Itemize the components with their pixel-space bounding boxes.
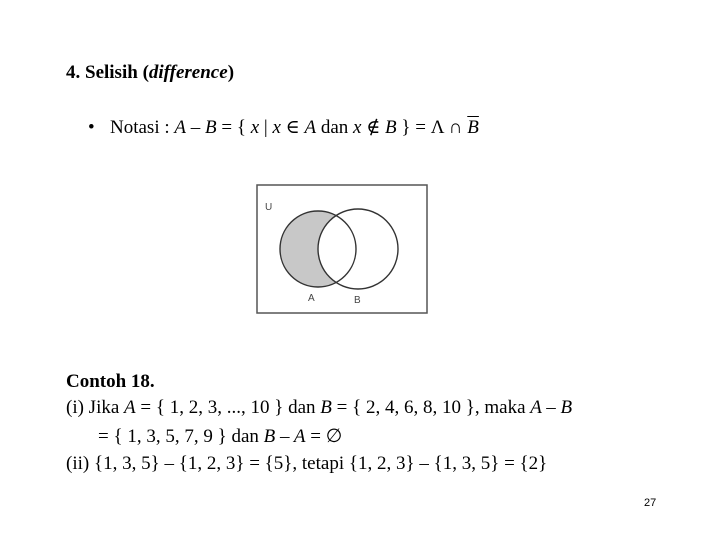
- section-heading: 4. Selisih (difference): [66, 62, 235, 83]
- example-line-1: (i) Jika A = { 1, 2, 3, ..., 10 } dan B = { 2, 4, 6, 8, 10 }, maka A – B: [66, 397, 573, 418]
- set-a-label: A: [308, 293, 315, 304]
- complement-b: $\overline{B}$: [467, 117, 479, 138]
- set-b-label: B: [354, 295, 361, 306]
- page-number: 27: [644, 497, 657, 509]
- notation-line: • Notasi : A – B = { x | x ∈ A dan x ∉ B } = Λ ∩ $\overline{B}$: [88, 117, 479, 138]
- universe-label: U: [265, 202, 273, 213]
- example-line-2: = { 1, 3, 5, 7, 9 } dan B – A = ∅: [98, 426, 343, 447]
- venn-diagram: [256, 184, 428, 314]
- example-title: Contoh 18.: [66, 371, 155, 392]
- example-line-3: (ii) {1, 3, 5} – {1, 2, 3} = {5}, tetapi {1, 2, 3} – {1, 3, 5} = {2}: [66, 453, 548, 474]
- bullet-icon: •: [88, 117, 95, 138]
